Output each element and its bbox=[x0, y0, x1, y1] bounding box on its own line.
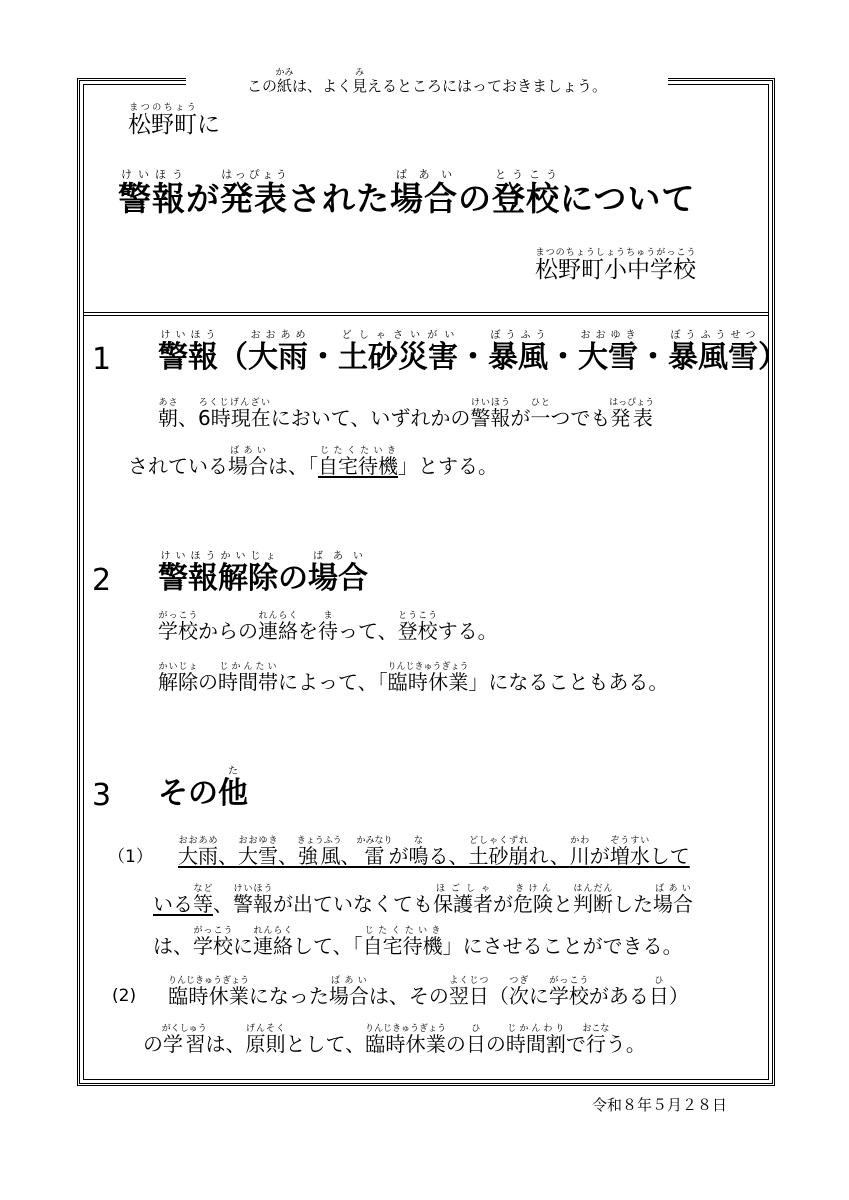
posting-notice: この紙かみは、よく見みえるところにはっておきましょう。 bbox=[186, 68, 668, 90]
issue-date: 令和８年５月２８日 bbox=[592, 1096, 728, 1114]
section-1-line-2: されている場合ばあいは、「自宅待機じたくたいき」とする。 bbox=[128, 446, 498, 478]
section-2-line-1: 学校がっこうからの連絡れんらくを待まって、登校とうこうする。 bbox=[158, 611, 498, 643]
section-1-number: 1 bbox=[92, 342, 112, 377]
item-1-marker: （1） bbox=[108, 847, 153, 867]
item-1-line-3: は、学校がっこうに連絡れんらくして、「自宅待機じたくたいき」にさせることができる。 bbox=[153, 926, 683, 958]
section-1-line-1: 朝あさ、6時現在ろくじげんざいにおいて、いずれかの警報けいほうが一ひとつでも発表はっぴょう bbox=[158, 398, 655, 430]
item-2-line-1: 臨時休業りんじきゅうぎょうになった場合ばあいは、その翌日よくじつ（次つぎに学校がっこうがある日ひ） bbox=[168, 976, 689, 1008]
header-divider bbox=[83, 312, 769, 316]
item-2-line-2: の学習がくしゅうは、原則げんそくとして、臨時休業りんじきゅうぎょうの日ひの時間割じかんわりで行おこなう。 bbox=[143, 1024, 646, 1056]
school-name: 松野町小中学校まつのちょうしょうちゅうがっこう bbox=[535, 248, 696, 283]
item-1-line-2: いる等など、警報けいほうが出ていなくても保護者ほごしゃが危険きけんと判断はんだんした場合ばあい bbox=[153, 884, 693, 916]
page-title: 警報けいほうが発表はっぴょうされた場合ばあいの登校とうこうについて bbox=[118, 168, 696, 218]
section-2-heading: 警報解除けいほうかいじょの場合ばあい bbox=[158, 551, 368, 596]
item-2-marker: (2) bbox=[112, 986, 137, 1006]
item-1-line-1: 大雨おおあめ、大雪おおゆき、強風きょうふう、雷かみなりが鳴なる、土砂崩どしゃくずれれ、川かわが増水ぞうすいして bbox=[178, 836, 690, 868]
section-3-heading: その他た bbox=[158, 766, 248, 811]
section-1-heading: 警報けいほう（大雨おおあめ・土砂災害どしゃさいがい・暴風ぼうふう・大雪おおゆき・暴風雪ぼうふうせつ） bbox=[158, 330, 788, 375]
section-3-number: 3 bbox=[92, 778, 112, 813]
town-line: 松野町まつのちょうに bbox=[128, 103, 220, 138]
section-2-line-2: 解除かいじょの時間帯じかんたいによって、「臨時休業りんじきゅうぎょう」になることもある。 bbox=[158, 662, 669, 694]
section-2-number: 2 bbox=[92, 563, 112, 598]
